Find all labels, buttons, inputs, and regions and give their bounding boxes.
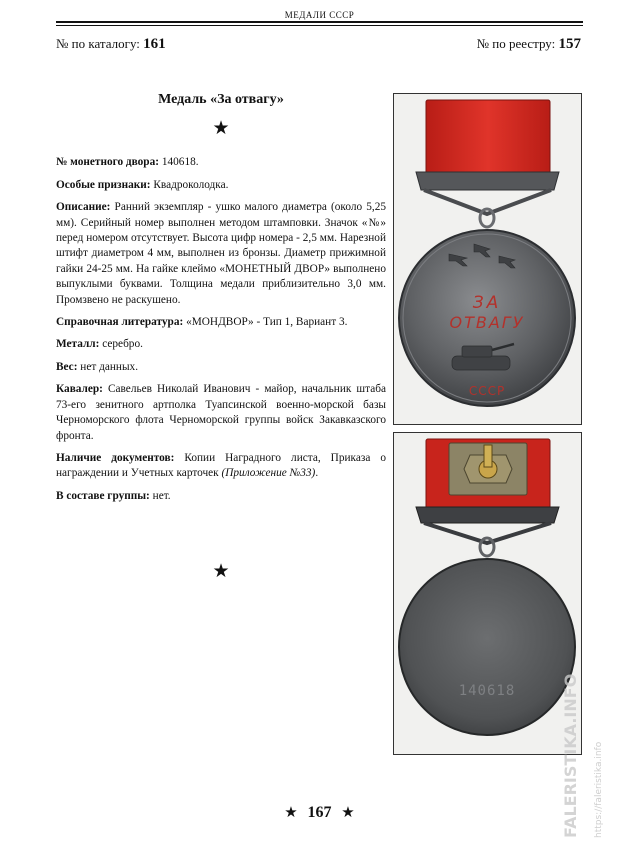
field-label: № монетного двора:	[56, 156, 160, 169]
end-star-icon: ★	[212, 561, 230, 582]
registry-number	[477, 36, 581, 53]
entry-text	[56, 92, 386, 511]
reverse-serial-number: 140618	[458, 683, 516, 699]
field-value: Квадроколодка.	[153, 178, 229, 191]
field-label: Вес:	[56, 360, 78, 373]
field-value: нет.	[152, 489, 171, 502]
medal-reverse-image	[394, 433, 581, 754]
field-label: Металл:	[56, 338, 100, 351]
field-value: нет данных.	[80, 360, 139, 373]
field-value: Савельев Николай Иванович - майор, начальник штаба 73-его зенитного артполка Туапсинской военно-морской базы Черноморского флота Черноморской группы войск Закавказского фронта.	[56, 383, 386, 442]
field-references	[56, 315, 386, 330]
watermark-url	[590, 660, 604, 840]
medal-obverse-image	[394, 94, 581, 424]
field-value: 140618.	[161, 156, 199, 169]
field-value: серебро.	[102, 338, 143, 351]
field-label: Описание:	[56, 201, 111, 214]
header-rule-thick	[56, 21, 583, 23]
page-number: 167	[307, 804, 332, 821]
field-features	[56, 178, 386, 193]
field-weight	[56, 360, 386, 375]
running-header: МЕДАЛИ СССР	[284, 10, 355, 20]
catalog-value: 161	[143, 36, 166, 52]
watermark-logo	[560, 660, 580, 840]
field-value: Копии Наградного листа, Приказа о награждении и Учетных карточек	[56, 451, 386, 480]
field-documents	[56, 451, 386, 482]
footer-star-icon: ★	[284, 805, 298, 821]
field-label: Справочная литература:	[56, 316, 184, 329]
appendix-reference: (Приложение №33)	[221, 467, 316, 480]
medal-title: Медаль «За отвагу»	[158, 92, 284, 107]
field-group	[56, 489, 386, 504]
catalog-number	[56, 36, 166, 53]
star-icon: ★	[212, 118, 230, 140]
obverse-ussr-text: СССР	[468, 384, 506, 398]
field-tail: .	[315, 467, 319, 480]
catalog-label: № по каталогу:	[56, 36, 140, 51]
field-value: Ранний экземпляр - ушко малого диаметра (около 5,25 мм). Серийный номер выполнен методом штамповки. Значок «№» перед номером отсутствует. Высота цифр номера - 2,5 мм. Нарезной штифт диаметром 4 мм, выполнен из бронзы. Диаметр прижимной гайки 24-25 мм. На гайке клеймо «МОНЕТНЫЙ ДВОР» выполнено выпуклыми буквами. Толщина медали приблизительно 3,0 мм. Промзвено не раскушено.	[56, 201, 387, 306]
registry-label: № по реестру:	[476, 36, 556, 51]
watermark-url-text: https://faleristika.info	[594, 741, 604, 838]
field-recipient	[56, 382, 386, 444]
field-label: В составе группы:	[56, 489, 150, 502]
medal-obverse-photo	[393, 93, 582, 425]
header-rule-thin	[56, 25, 583, 26]
field-value: «МОНДВОР» - Тип 1, Вариант 3.	[186, 316, 348, 329]
obverse-inscription-top: ЗА	[472, 293, 502, 313]
page-footer	[0, 803, 639, 822]
field-mint-number	[56, 155, 386, 170]
field-metal	[56, 337, 386, 352]
field-label: Кавалер:	[56, 383, 103, 396]
footer-star-icon: ★	[341, 805, 355, 821]
medal-reverse-photo	[393, 432, 582, 755]
watermark-text: FALERISTIKA.INFO	[561, 673, 580, 838]
field-label: Особые признаки:	[56, 178, 151, 191]
field-label: Наличие документов:	[56, 451, 175, 464]
registry-value: 157	[558, 36, 581, 52]
obverse-inscription-bottom: ОТВАГУ	[449, 313, 525, 332]
field-description	[56, 200, 386, 308]
